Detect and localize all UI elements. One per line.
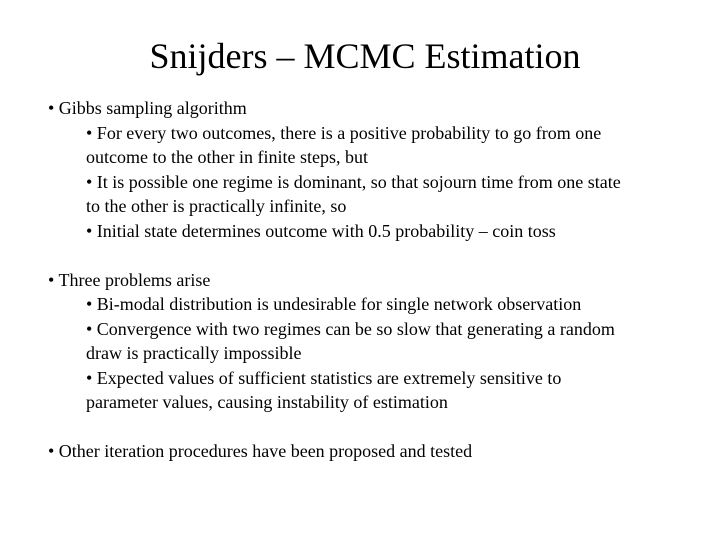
bullet-section-gibbs bbox=[48, 96, 698, 243]
sub-bullet-line: parameter values, causing instability of estimation bbox=[86, 392, 448, 412]
sub-bullet-line: to the other is practically infinite, so bbox=[86, 196, 347, 216]
sub-bullet bbox=[48, 292, 698, 317]
sub-bullet bbox=[48, 366, 698, 415]
sub-bullet-line: • Expected values of sufficient statistics are extremely sensitive to bbox=[86, 367, 562, 388]
sub-bullet-line: • Bi-modal distribution is undesirable for single network observation bbox=[86, 294, 582, 314]
sub-bullet-line: draw is practically impossible bbox=[86, 343, 302, 363]
bullet-heading: • Gibbs sampling algorithm bbox=[48, 98, 247, 118]
sub-bullet-line: • For every two outcomes, there is a positive probability to go from one bbox=[86, 122, 602, 143]
sub-bullet-line: outcome to the other in finite steps, but bbox=[86, 147, 368, 167]
sub-bullet bbox=[48, 219, 698, 244]
slide-title: Snijders – MCMC Estimation bbox=[149, 36, 581, 76]
sub-bullet-line: • Initial state determines outcome with 0.5 probability – coin toss bbox=[86, 220, 556, 241]
sub-bullet-line: • Convergence with two regimes can be so slow that generating a random bbox=[86, 318, 615, 339]
bullet-heading: • Other iteration procedures have been proposed and tested bbox=[48, 441, 473, 461]
bullet-heading: • Three problems arise bbox=[48, 269, 211, 290]
bullet-section-other bbox=[48, 439, 698, 464]
slide-body bbox=[48, 96, 698, 464]
sub-bullet-line: • It is possible one regime is dominant, so that sojourn time from one state bbox=[86, 171, 621, 192]
sub-bullet bbox=[48, 170, 698, 219]
bullet-section-problems bbox=[48, 268, 698, 415]
sub-bullet bbox=[48, 317, 698, 366]
sub-bullet bbox=[48, 121, 698, 170]
